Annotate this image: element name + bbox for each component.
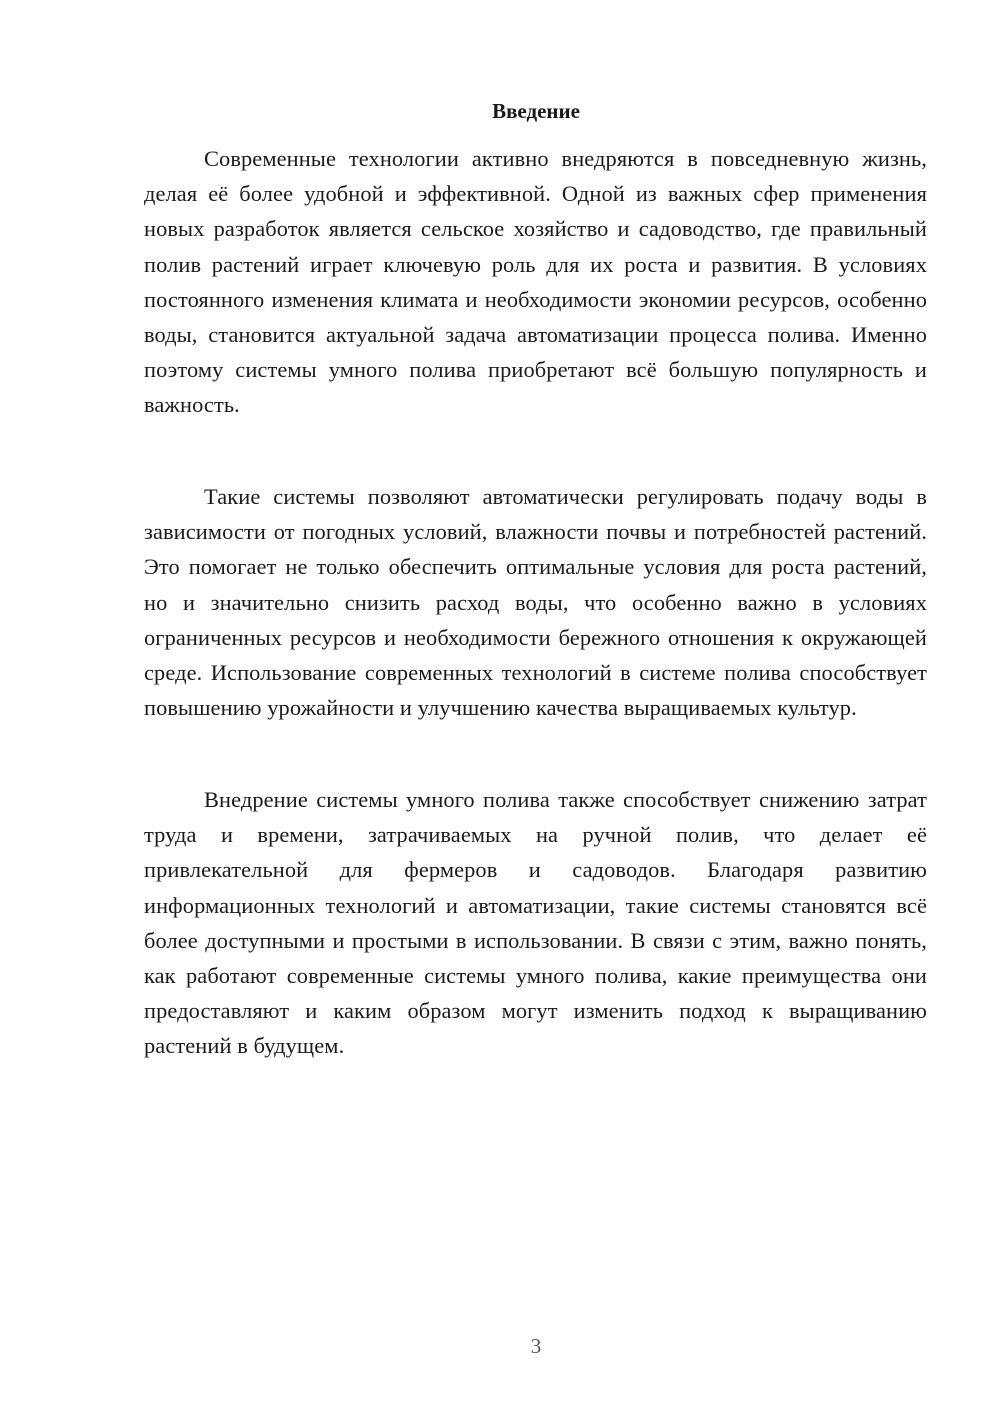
page-number: 3 (530, 1334, 542, 1358)
section-title: Введение (492, 99, 580, 123)
paragraph-2: Такие системы позволяют автоматически регулировать подачу воды в зависимости от погодных условий, влажности почвы и потребностей растений. Это помогает не только обеспечить оптимальные условия для роста растений, но и значительно снизить расход воды, что особенно важно в условиях ограниченных ресурсов и необходимости бережного отношения к окружающей среде. Использование современных технологий в системе полива способствует повышению урожайности и улучшению качества выращиваемых культур. (144, 484, 927, 721)
paragraph-1: Современные технологии активно внедряются в повседневную жизнь, делая её более удобной и эффективной. Одной из важных сфер применения новых разработок является сельское хозяйство и садоводство, где правильный полив растений играет ключевую роль для их роста и развития. В условиях постоянного изменения климата и необходимости экономии ресурсов, особенно воды, становится актуальной задача автоматизации процесса полива. Именно поэтому системы умного полива приобретают всё большую популярность и важность. (144, 146, 927, 418)
paragraph-3: Внедрение системы умного полива также способствует снижению затрат труда и времени, затрачиваемых на ручной полив, что делает её привлекательной для фермеров и садоводов. Благодаря развитию информационных технологий и автоматизации, такие системы становятся всё более доступными и простыми в использовании. В связи с этим, важно понять, как работают современные системы умного полива, какие преимущества они предоставляют и каким образом могут изменить подход к выращиванию растений в будущем. (144, 787, 927, 1059)
